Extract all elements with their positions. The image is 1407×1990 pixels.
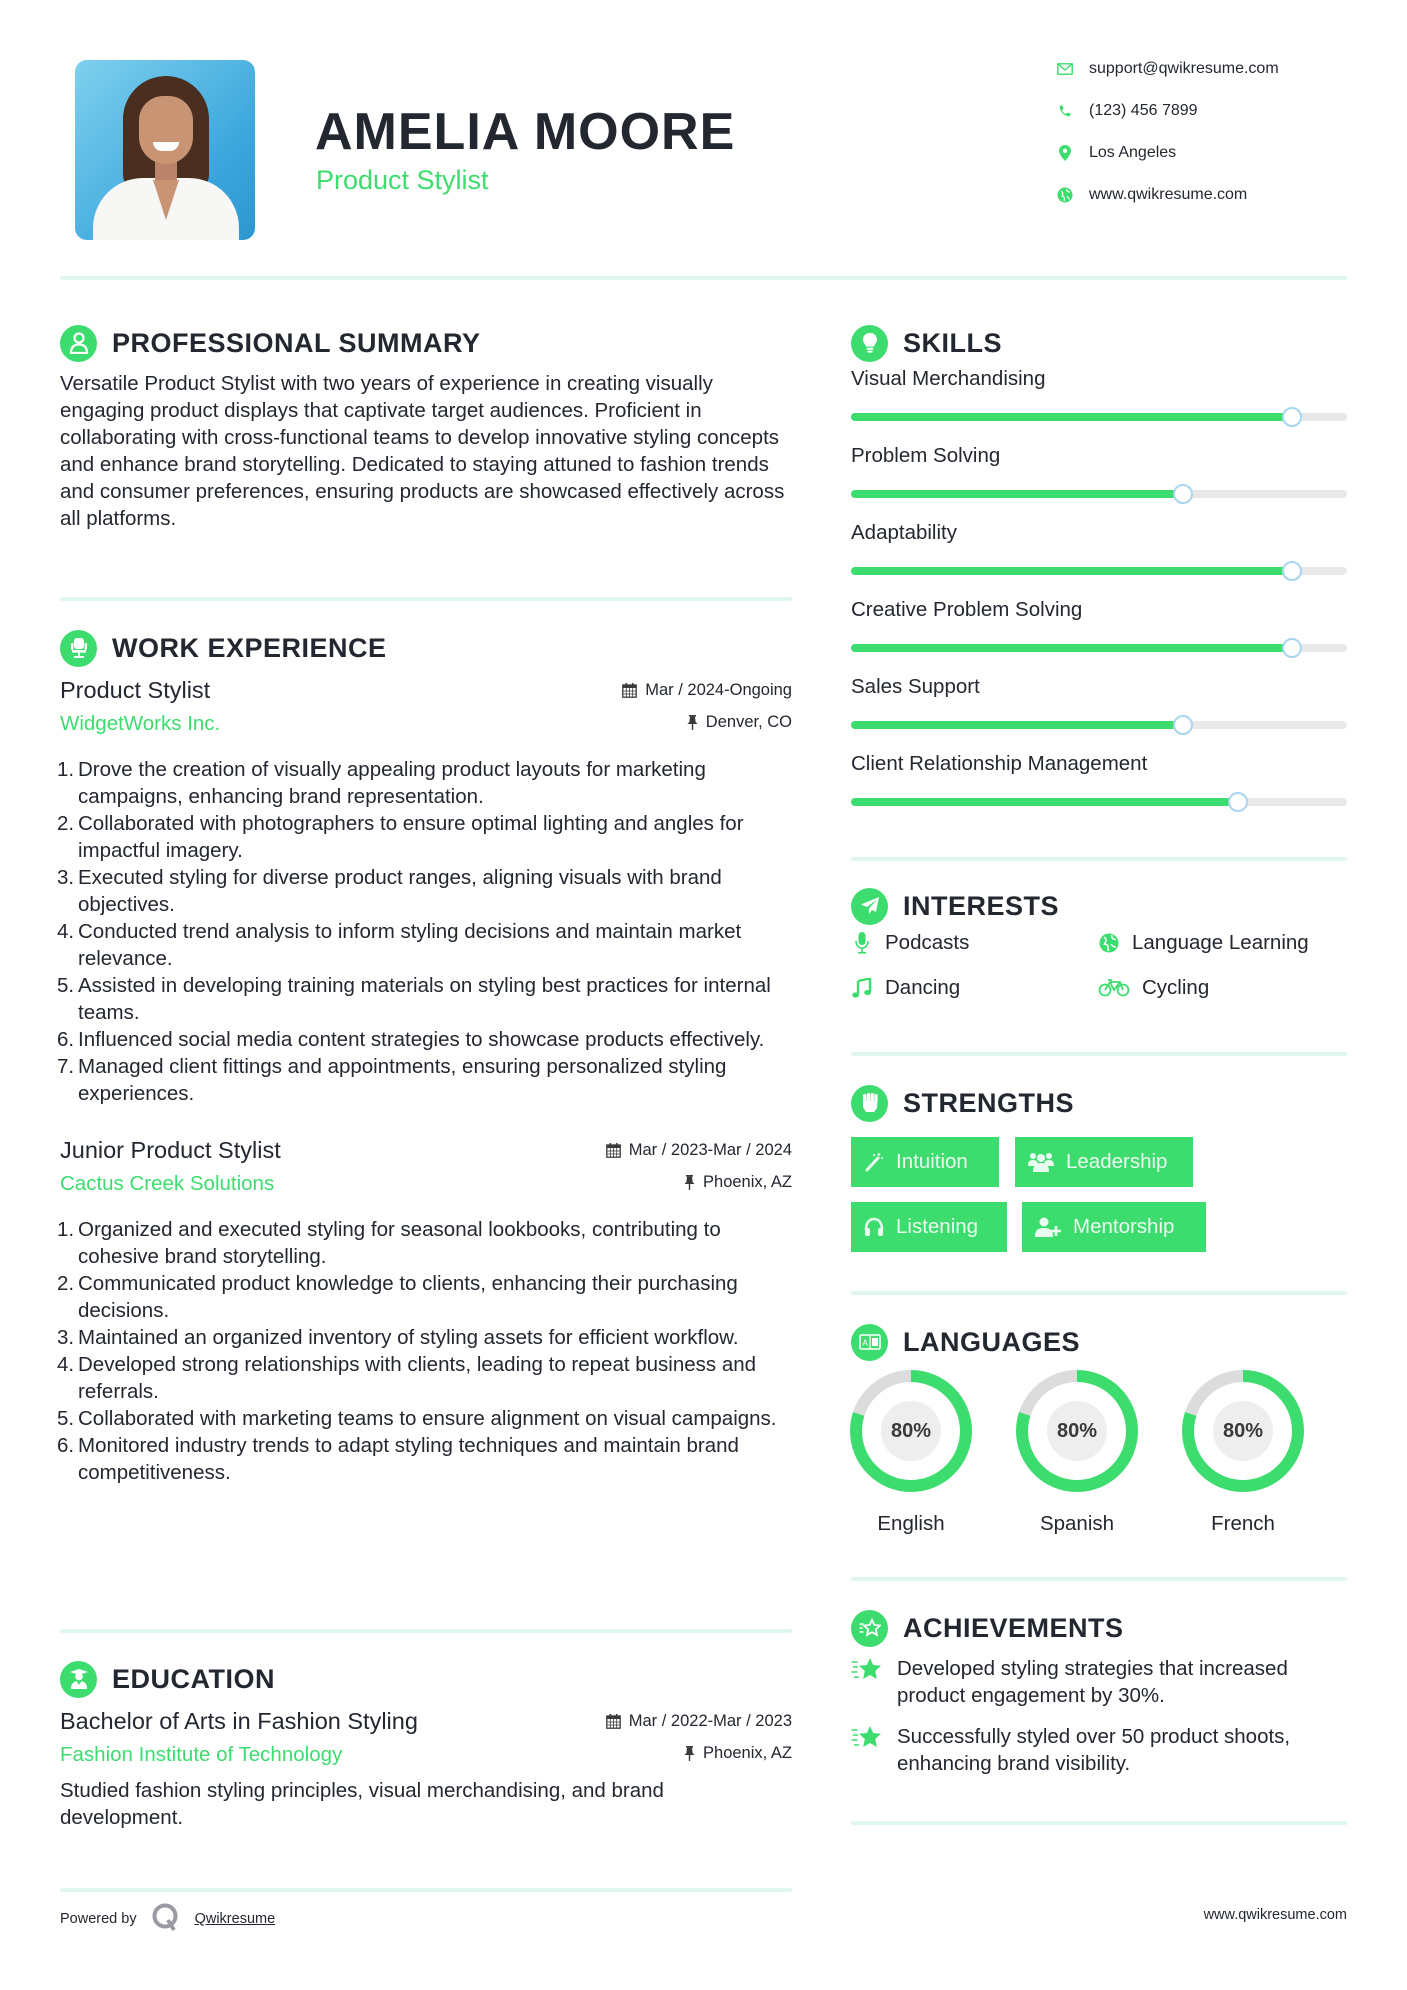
- languages-title: LANGUAGES: [903, 1326, 1081, 1357]
- job-title: Junior Product Stylist: [60, 1137, 281, 1163]
- languages-section: [851, 1323, 1347, 1361]
- skill-bar: [851, 644, 1347, 652]
- lightbulb-icon: [851, 325, 888, 362]
- language-name: French: [1211, 1512, 1275, 1535]
- skill-knob: [1173, 715, 1193, 735]
- skill-knob: [1173, 484, 1193, 504]
- strength-tag-listening: [851, 1202, 1007, 1252]
- skills-title: SKILLS: [903, 327, 1003, 358]
- interest-item: [1098, 931, 1309, 955]
- skill-label: Client Relationship Management: [851, 752, 1148, 775]
- footer-divider: [60, 1888, 792, 1892]
- achievement-item: [851, 1655, 1347, 1709]
- skill-item: [851, 366, 1347, 443]
- skills-heading: [851, 324, 1347, 362]
- envelope-icon: [1055, 59, 1075, 79]
- interest-label: Dancing: [885, 976, 961, 999]
- phone-icon: [1055, 101, 1075, 121]
- skill-label: Creative Problem Solving: [851, 598, 1083, 621]
- school-name: Fashion Institute of Technology: [60, 1743, 343, 1766]
- star-icon: [851, 1655, 885, 1688]
- experience-divider: [60, 1629, 792, 1633]
- skill-label: Visual Merchandising: [851, 367, 1046, 390]
- globe-icon: [1098, 933, 1120, 953]
- summary-heading: [60, 324, 792, 362]
- skills-divider: [851, 857, 1347, 861]
- skill-bar: [851, 798, 1347, 806]
- experience-heading: [60, 629, 792, 667]
- contact-email[interactable]: [1055, 57, 1355, 81]
- music-note-icon: [851, 978, 873, 998]
- summary-text: Versatile Product Stylist with two years of experience in creating visually engaging product displays that captivate target audiences. Proficient in collaborating with cross-functional teams to develop innovative styling concepts and enhance brand storytelling. Dedicated to staying attuned to fashion trends and consumer preferences, ensuring products are showcased effectively across all platforms.: [60, 372, 785, 530]
- strength-tag-leadership: [1015, 1137, 1193, 1187]
- job-company: WidgetWorks Inc.: [60, 712, 221, 735]
- job-location: [687, 713, 792, 732]
- achievement-text: Successfully styled over 50 product shoots, enhancing brand visibility.: [897, 1725, 1291, 1775]
- duty-item: Maintained an organized inventory of styling assets for efficient workflow.: [78, 1326, 739, 1349]
- education-location-text: Phoenix, AZ: [703, 1744, 792, 1762]
- language-percent: 80%: [1222, 1420, 1264, 1442]
- job-location-text: Denver, CO: [705, 713, 792, 731]
- job-dates-text: Mar / 2024-Ongoing: [645, 681, 792, 699]
- skills-list: [851, 366, 1347, 828]
- summary-divider: [60, 597, 792, 601]
- user-icon: [60, 325, 97, 362]
- headphones-icon: [864, 1217, 884, 1237]
- duty-item: Conducted trend analysis to inform styling decisions and maintain market relevance.: [78, 920, 742, 970]
- powered-by-text: Powered by: [60, 1911, 137, 1927]
- star-icon: [851, 1723, 885, 1756]
- svg-text:A: A: [862, 1338, 868, 1348]
- duty-item: Executed styling for diverse product ranges, aligning visuals with brand objectives.: [78, 866, 722, 916]
- globe-icon: [1055, 185, 1075, 205]
- degree-title: Bachelor of Arts in Fashion Styling: [60, 1708, 418, 1734]
- language-donut: [1182, 1370, 1304, 1492]
- users-icon: [1028, 1152, 1054, 1172]
- powered-by: [60, 1902, 275, 1936]
- strength-label: Listening: [896, 1215, 979, 1238]
- duty-item: Assisted in developing training materials on styling best practices for internal teams.: [78, 974, 771, 1024]
- duty-item: Monitored industry trends to adapt styling techniques and maintain brand competitiveness.: [78, 1434, 739, 1484]
- education-title: EDUCATION: [112, 1663, 275, 1694]
- education-description: Studied fashion styling principles, visual merchandising, and brand development.: [60, 1779, 664, 1829]
- duty-item: Influenced social media content strategies to showcase products effectively.: [78, 1028, 765, 1051]
- header-divider: [60, 276, 1347, 280]
- education-section: [60, 1660, 792, 1831]
- skill-label: Sales Support: [851, 675, 980, 698]
- achievements-list: [851, 1655, 1347, 1777]
- skill-knob: [1228, 792, 1248, 812]
- skill-item: [851, 674, 1347, 751]
- user-plus-icon: [1035, 1217, 1061, 1237]
- job-entry: [60, 677, 792, 1107]
- skill-knob: [1282, 407, 1302, 427]
- skill-label: Adaptability: [851, 521, 957, 544]
- interests-section: [851, 887, 1347, 1025]
- skill-item: [851, 520, 1347, 597]
- language-item: [1182, 1370, 1304, 1536]
- language-donut: [850, 1370, 972, 1492]
- pushpin-icon: [687, 715, 698, 730]
- skill-label: Problem Solving: [851, 444, 1001, 467]
- interest-label: Cycling: [1142, 976, 1210, 999]
- achievement-text: Developed styling strategies that increased product engagement by 30%.: [897, 1657, 1288, 1707]
- job-duties: [60, 1216, 792, 1486]
- skill-item: [851, 443, 1347, 520]
- bicycle-icon: [1098, 979, 1130, 997]
- contact-website[interactable]: [1055, 183, 1355, 207]
- skill-bar: [851, 413, 1347, 421]
- calendar-icon: [622, 683, 637, 698]
- strength-label: Mentorship: [1073, 1215, 1175, 1238]
- duty-item: Collaborated with marketing teams to ensure alignment on visual campaigns.: [78, 1407, 777, 1430]
- duty-item: Developed strong relationships with clients, leading to repeat business and referrals.: [78, 1353, 757, 1403]
- contact-location-text: Los Angeles: [1089, 144, 1177, 161]
- education-entry: [60, 1708, 792, 1831]
- job-dates: [622, 681, 792, 700]
- duty-item: Communicated product knowledge to clients, enhancing their purchasing decisions.: [78, 1272, 738, 1322]
- education-dates: [606, 1712, 792, 1731]
- pushpin-icon: [684, 1175, 695, 1190]
- language-donut: [1016, 1370, 1138, 1492]
- strength-tag-intuition: [851, 1137, 999, 1187]
- job-dates: [606, 1141, 792, 1160]
- chair-icon: [60, 630, 97, 667]
- achievements-divider: [851, 1821, 1347, 1825]
- map-pin-icon: [1055, 143, 1075, 163]
- languages-divider: [851, 1577, 1347, 1581]
- language-item: [850, 1370, 972, 1536]
- contact-website-text: www.qwikresume.com: [1089, 186, 1248, 203]
- graduate-icon: [60, 1661, 97, 1698]
- language-percent: 80%: [1056, 1420, 1098, 1442]
- job-location: [684, 1173, 792, 1192]
- duty-item: Collaborated with photographers to ensure optimal lighting and angles for impactful imagery.: [78, 812, 744, 862]
- experience-section: [60, 629, 792, 1486]
- skills-section: [851, 324, 1347, 828]
- skill-knob: [1282, 638, 1302, 658]
- summary-title: PROFESSIONAL SUMMARY: [112, 327, 481, 358]
- strength-tag-mentorship: [1022, 1202, 1206, 1252]
- language-name: Spanish: [1039, 1512, 1115, 1535]
- job-duties: [60, 756, 792, 1107]
- magic-wand-icon: [864, 1152, 884, 1172]
- strength-label: Intuition: [896, 1150, 968, 1173]
- interests-title: INTERESTS: [903, 890, 1060, 921]
- strengths-title: STRENGTHS: [903, 1087, 1075, 1118]
- education-location: [684, 1744, 792, 1763]
- language-item: [1016, 1370, 1138, 1536]
- interest-item: [851, 976, 960, 1000]
- education-dates-text: Mar / 2022-Mar / 2023: [628, 1712, 792, 1730]
- duty-item: Organized and executed styling for seasonal lookbooks, contributing to cohesive brand storytelling.: [78, 1218, 721, 1268]
- duty-item: Drove the creation of visually appealing product layouts for marketing campaigns, enhancing brand representation.: [78, 758, 706, 808]
- paper-plane-icon: [851, 888, 888, 925]
- fist-icon: [851, 1085, 888, 1122]
- duty-item: Managed client fittings and appointments, ensuring personalized styling experiences.: [78, 1055, 727, 1105]
- job-entry: [60, 1137, 792, 1486]
- strength-label: Leadership: [1066, 1150, 1168, 1173]
- contact-phone-text: (123) 456 7899: [1089, 102, 1198, 119]
- job-dates-text: Mar / 2023-Mar / 2024: [628, 1141, 792, 1159]
- job-location-text: Phoenix, AZ: [703, 1173, 792, 1191]
- achievements-section: [851, 1609, 1347, 1777]
- language-name: English: [877, 1512, 945, 1535]
- microphone-icon: [851, 932, 873, 954]
- interest-label: Language Learning: [1132, 931, 1309, 954]
- interest-label: Podcasts: [885, 931, 970, 954]
- skill-item: [851, 597, 1347, 674]
- languages-heading: [851, 1323, 1347, 1361]
- achievements-heading: [851, 1609, 1347, 1647]
- strengths-divider: [851, 1291, 1347, 1295]
- contact-email-text: support@qwikresume.com: [1089, 60, 1279, 77]
- contact-phone[interactable]: [1055, 99, 1355, 123]
- language-percent: 80%: [890, 1420, 932, 1442]
- interests-heading: [851, 887, 1347, 925]
- strengths-section: [851, 1084, 1347, 1122]
- interest-item: [1098, 976, 1209, 1000]
- contact-location: [1055, 141, 1355, 165]
- calendar-icon: [606, 1714, 621, 1729]
- achievement-item: [851, 1723, 1347, 1777]
- star-badge-icon: [851, 1610, 888, 1647]
- skill-bar: [851, 567, 1347, 575]
- experience-title: WORK EXPERIENCE: [112, 632, 387, 663]
- calendar-icon: [606, 1143, 621, 1158]
- language-icon: [851, 1324, 888, 1361]
- skill-bar: [851, 490, 1347, 498]
- skill-item: [851, 751, 1347, 828]
- interest-item: [851, 931, 969, 955]
- job-title: Product Stylist: [60, 677, 211, 703]
- candidate-headline: Product Stylist: [316, 165, 489, 195]
- achievements-title: ACHIEVEMENTS: [903, 1612, 1124, 1643]
- footer-website[interactable]: www.qwikresume.com: [1203, 1907, 1347, 1923]
- skill-bar: [851, 721, 1347, 729]
- interests-list: [851, 925, 1347, 1025]
- strengths-heading: [851, 1084, 1347, 1122]
- summary-section: [60, 324, 792, 532]
- interests-divider: [851, 1052, 1347, 1056]
- skill-knob: [1282, 561, 1302, 581]
- job-company: Cactus Creek Solutions: [60, 1172, 275, 1195]
- candidate-name: AMELIA MOORE: [315, 103, 736, 161]
- pushpin-icon: [684, 1746, 695, 1761]
- profile-photo: [75, 60, 255, 240]
- qwikresume-logo-icon: [151, 1902, 181, 1936]
- qwikresume-link[interactable]: Qwikresume: [194, 1911, 276, 1927]
- education-heading: [60, 1660, 792, 1698]
